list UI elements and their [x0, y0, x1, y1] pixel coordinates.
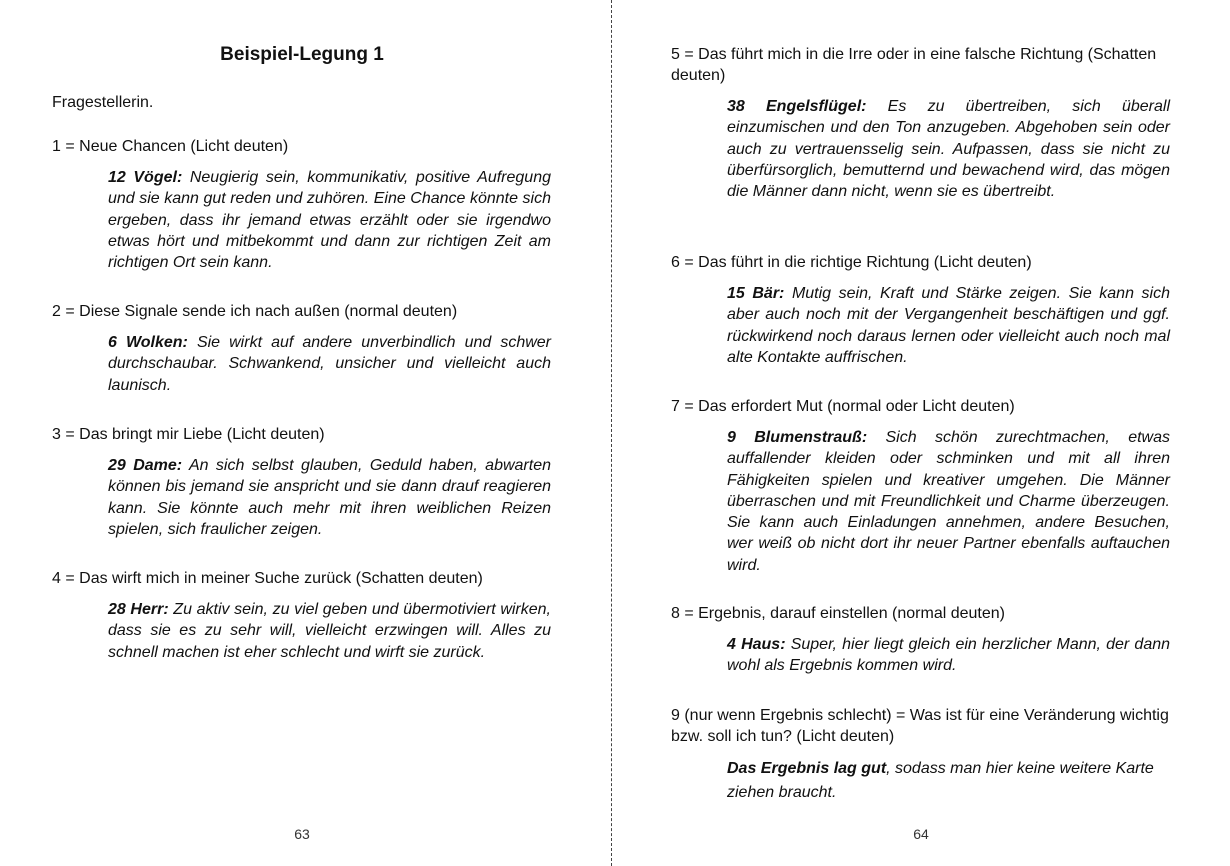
position-section	[52, 136, 552, 273]
position-heading: 7 = Das erfordert Mut (normal oder Licht deuten)	[671, 398, 1015, 415]
position-heading: 4 = Das wirft mich in meiner Suche zurück (Schatten deuten)	[52, 570, 483, 587]
card-interpretation	[108, 332, 551, 396]
page-number: 64	[913, 826, 929, 842]
card-name: 38 Engelsflügel:	[727, 98, 867, 115]
position-section	[671, 705, 1171, 805]
position-section	[52, 301, 552, 396]
card-name: 4 Haus:	[727, 636, 786, 653]
page-divider	[611, 0, 612, 866]
position-heading: 3 = Das bringt mir Liebe (Licht deuten)	[52, 426, 325, 443]
card-text: Es zu übertreiben, sich überall einzumischen und den Ton anzugeben. Abgehoben sein oder auch zu vertrauensselig sein. Aufpassen, dass sie nicht zu überfürsorglich, bemutternd und bewachend wird, das mögen die Männer dann nicht, wenn sie es übertreibt.	[727, 98, 1170, 201]
card-interpretation	[108, 455, 551, 540]
card-name: 6 Wolken:	[108, 334, 188, 351]
card-text: Neugierig sein, kommunikativ, positive Aufregung und sie kann gut reden und zuhören. Eine Chance könnte sich ergeben, dass ihr jemand etwas erzählt oder sie irgendwo etwas hört und mitbekommt und dann zur richtigen Zeit am richtigen Ort sein kann.	[108, 169, 551, 272]
position-heading: 9 (nur wenn Ergebnis schlecht) = Was ist für eine Veränderung wichtig bzw. soll ich tun? (Licht deuten)	[671, 707, 1169, 745]
intro-text: Fragestellerin.	[52, 94, 154, 111]
position-heading: 6 = Das führt in die richtige Richtung (Licht deuten)	[671, 254, 1032, 271]
card-interpretation	[727, 427, 1170, 576]
card-text: , sodass man hier keine weitere Karte ziehen braucht.	[727, 760, 1154, 801]
position-section	[671, 396, 1171, 576]
card-text: Sie wirkt auf andere unverbindlich und schwer durchschaubar. Schwankend, unsicher und vielleicht auch launisch.	[108, 334, 551, 394]
card-interpretation	[727, 283, 1170, 368]
card-text: Super, hier liegt gleich ein herzlicher Mann, der dann wohl als Ergebnis kommen wird.	[727, 636, 1171, 675]
card-name: Das Ergebnis lag gut	[727, 760, 887, 777]
card-interpretation	[727, 96, 1170, 202]
card-interpretation	[727, 757, 1170, 805]
position-section	[671, 44, 1171, 202]
card-name: 29 Dame:	[108, 457, 183, 474]
page-number: 63	[294, 826, 310, 842]
card-text: Mutig sein, Kraft und Stärke zeigen. Sie kann sich aber auch noch mit der Vergangenheit beschäftigen und ggf. rückwirkend noch daraus lernen oder vielleicht auch noch mal alte Kontakte auffrischen.	[727, 285, 1170, 366]
position-section	[671, 252, 1171, 368]
card-name: 28 Herr:	[108, 601, 169, 618]
card-name: 12 Vögel:	[108, 169, 183, 186]
position-heading: 2 = Diese Signale sende ich nach außen (normal deuten)	[52, 303, 458, 320]
card-interpretation	[108, 599, 551, 663]
position-heading: 8 = Ergebnis, darauf einstellen (normal deuten)	[671, 605, 1005, 622]
card-name: 9 Blumenstrauß:	[727, 429, 868, 446]
position-heading: 5 = Das führt mich in die Irre oder in eine falsche Richtung (Schatten deuten)	[671, 46, 1157, 84]
page-title: Beispiel-Legung 1	[220, 44, 384, 65]
card-interpretation	[108, 167, 551, 273]
card-text: Sich schön zurechtmachen, etwas auffallender kleiden oder schminken und mit all ihren Fähigkeiten spielen und kreativer umgehen. Die Männer überraschen und mit Freundlichkeit und Charme überzeugen. Sie kann auch Einladungen annehmen, andere Besuchen, wer weiß ob nicht dort ihr neuer Partner ebenfalls auftauchen wird.	[727, 429, 1171, 574]
position-section	[52, 568, 552, 663]
position-heading: 1 = Neue Chancen (Licht deuten)	[52, 138, 289, 155]
card-name: 15 Bär:	[727, 285, 785, 302]
left-page	[52, 0, 552, 866]
card-interpretation	[727, 634, 1170, 677]
position-section	[671, 603, 1171, 677]
position-section	[52, 424, 552, 540]
card-text: An sich selbst glauben, Geduld haben, abwarten können bis jemand sie anspricht und sie dann drauf reagieren kann. Sie könnte auch mehr mit ihren weiblichen Reizen spielen, sich fraulicher zeigen.	[108, 457, 551, 538]
right-page	[671, 0, 1171, 866]
card-text: Zu aktiv sein, zu viel geben und übermotiviert wirken, dass sie es zu sehr will, vielleicht erzwingen will. Alles zu schnell machen ist eher schlecht und wirft sie zurück.	[108, 601, 551, 661]
